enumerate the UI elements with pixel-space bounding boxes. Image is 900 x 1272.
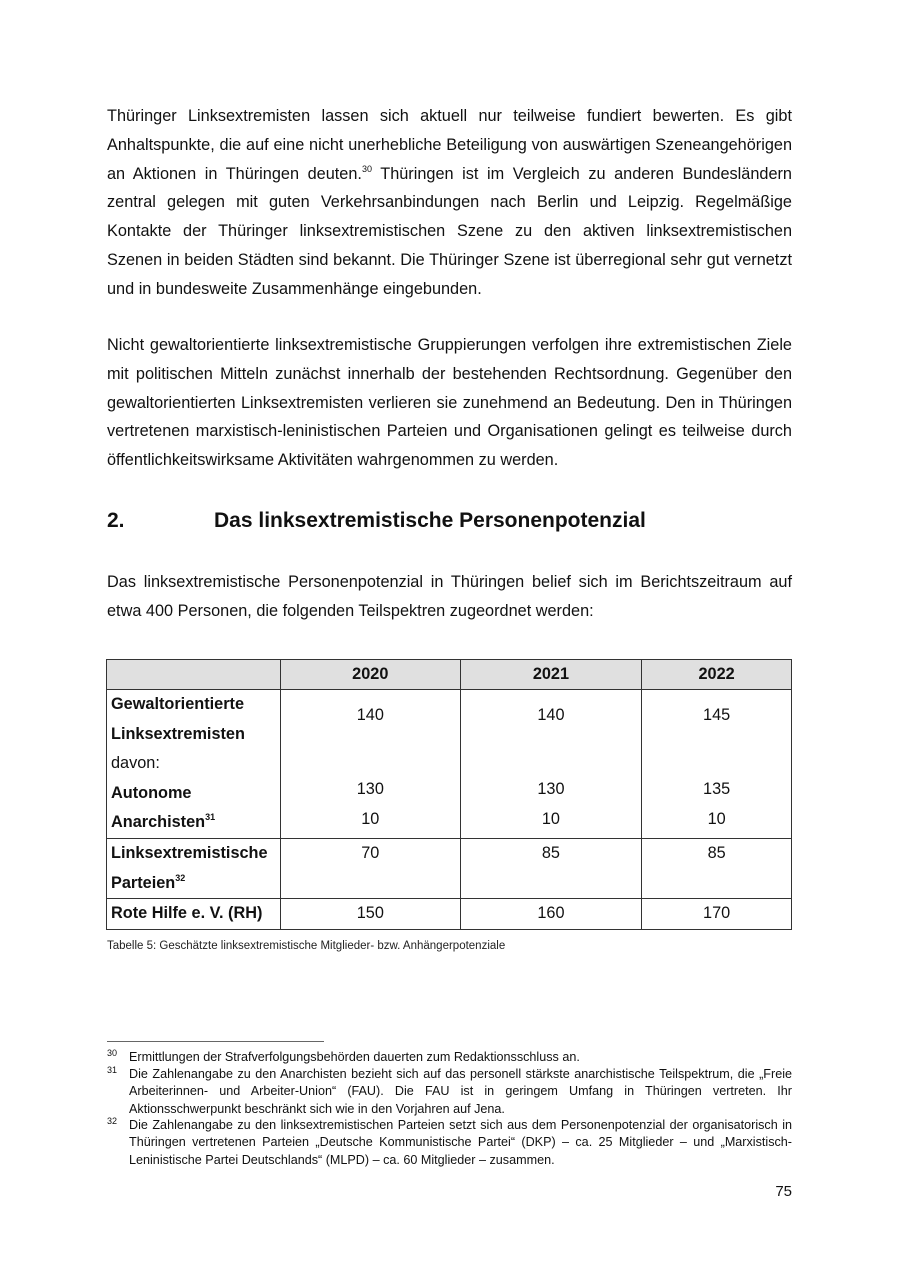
section-number: 2. — [107, 509, 125, 532]
row-label-gewaltorientierte — [107, 690, 281, 839]
value-autonome: 135 — [703, 780, 731, 798]
footnote-ref-32[interactable]: 32 — [175, 872, 186, 883]
table-row-gewaltorientierte — [107, 690, 792, 839]
page-number: 75 — [775, 1183, 792, 1200]
header-empty-cell — [107, 660, 281, 690]
spacer — [281, 731, 460, 761]
footnote-number: 30 — [107, 1048, 118, 1058]
cell-2022: 170 — [642, 899, 792, 930]
footnote-ref-31[interactable]: 31 — [205, 812, 216, 822]
footnote-divider — [107, 1041, 324, 1042]
table-row-rote-hilfe — [107, 899, 792, 930]
footnote-text: Ermittlungen der Strafverfolgungsbehörden dauerten zum Redaktionsschluss an. — [129, 1050, 580, 1064]
label-line: Linksextremisten — [111, 724, 245, 743]
spacer — [642, 731, 791, 761]
value-autonome: 130 — [537, 780, 565, 798]
cell-2020 — [280, 690, 460, 839]
spacer — [461, 731, 642, 761]
footnote-30 — [107, 1049, 792, 1066]
value-anarchisten: 10 — [361, 809, 380, 828]
footnote-number: 31 — [107, 1065, 118, 1075]
label-parteien-text: Parteien — [111, 873, 176, 892]
row-label-parteien — [107, 839, 281, 899]
footnote-number: 32 — [107, 1116, 118, 1126]
label-line: Linksextremistische — [111, 844, 268, 862]
paragraph-3: Das linksextremistische Personenpotenzial in Thüringen belief sich im Berichtszeitraum auf etwa 400 Personen, die folgenden Teilspektren zugeordnet werden: — [107, 573, 792, 620]
footnote-ref-30[interactable]: 30 — [361, 163, 372, 174]
cell-2021 — [460, 690, 642, 839]
value-anarchisten: 10 — [541, 809, 560, 828]
cell-2022 — [642, 690, 792, 839]
header-year-2022: 2022 — [642, 660, 792, 690]
footnote-31 — [107, 1066, 792, 1118]
table-caption: Tabelle 5: Geschätzte linksextremistische Mitglieder- bzw. Anhängerpotenziale — [107, 940, 506, 952]
cell-2022: 85 — [642, 839, 792, 899]
section-heading — [107, 506, 807, 536]
cell-2021: 85 — [460, 839, 642, 899]
table-row-parteien — [107, 839, 792, 899]
value-autonome: 130 — [356, 780, 384, 798]
label-davon: davon: — [111, 754, 160, 772]
cell-2021: 160 — [460, 899, 642, 930]
paragraph-1-text: Thüringer Linksextremisten lassen sich aktuell nur teilweise fundiert bewerten. Es gibt Anhaltspunkte, die auf eine nicht unerhebliche Beteiligung von auswärtigen Szeneangehörigen an Aktionen in Thüringen deuten. — [107, 107, 792, 183]
label-anarchisten — [111, 808, 280, 838]
section-title: Das linksextremistische Personenpotenzial — [214, 509, 646, 532]
value-total: 140 — [356, 706, 384, 724]
row-label-rote-hilfe: Rote Hilfe e. V. (RH) — [107, 899, 281, 930]
footnote-text: Die Zahlenangabe zu den linksextremistischen Parteien setzt sich aus dem Personenpotenzial der organisatorisch in Thüringen vertretenen Parteien „Deutsche Kommunistische Partei“ (DKP) – ca. 25 Mitglieder – und „Marxistisch-Leninistische Partei Deutschlands“ (MLPD) – ca. 60 Mitglieder – zusammen. — [129, 1118, 792, 1167]
label-anarchisten-text: Anarchisten — [111, 813, 206, 831]
cell-2020: 150 — [280, 899, 460, 930]
personenpotenzial-table — [106, 659, 792, 930]
header-year-2020: 2020 — [280, 660, 460, 690]
value-total: 140 — [537, 706, 565, 724]
footnote-32 — [107, 1117, 792, 1169]
cell-2020: 70 — [280, 839, 460, 899]
footnote-text: Die Zahlenangabe zu den Anarchisten bezieht sich auf das personell stärkste anarchistische Teilspektrum, die „Freie Arbeiterinnen- und Arbeiter-Union“ (FAU). Die FAU ist in geringem Umfang in Thüringen vertreten. Ihr Aktionsschwerpunkt beschränkt sich wie in den Vorjahren auf Jena. — [129, 1067, 792, 1116]
label-parteien — [111, 869, 280, 899]
table-header-row — [107, 660, 792, 690]
paragraph-1 — [107, 102, 792, 304]
value-anarchisten: 10 — [707, 809, 726, 828]
label-autonome: Autonome — [111, 783, 192, 802]
value-total: 145 — [703, 706, 731, 724]
paragraph-2: Nicht gewaltorientierte linksextremistische Gruppierungen verfolgen ihre extremistischen Ziele mit politischen Mitteln zunächst innerhalb der bestehenden Rechtsordnung. Gegenüber den gewaltorientierten Linksextremisten verlieren sie zunehmend an Bedeutung. Den in Thüringen vertretenen marxistisch-leninistischen Parteien und Organisationen gelingt es teilweise durch öffentlichkeitswirksame Aktivitäten wahrgenommen zu werden. — [107, 336, 792, 470]
paragraph-1-continued: Thüringen ist im Vergleich zu anderen Bundesländern zentral gelegen mit guten Verkehrsanbindungen nach Berlin und Leipzig. Regelmäßige Kontakte der Thüringer linksextremistischen Szene zu den aktiven linksextremistischen Szenen in beiden Städten sind bekannt. Die Thüringer Szene ist überregional sehr gut vernetzt und in bundesweite Zusammenhänge eingebunden. — [107, 164, 792, 298]
label-line: Gewaltorientierte — [111, 695, 245, 713]
header-year-2021: 2021 — [460, 660, 642, 690]
